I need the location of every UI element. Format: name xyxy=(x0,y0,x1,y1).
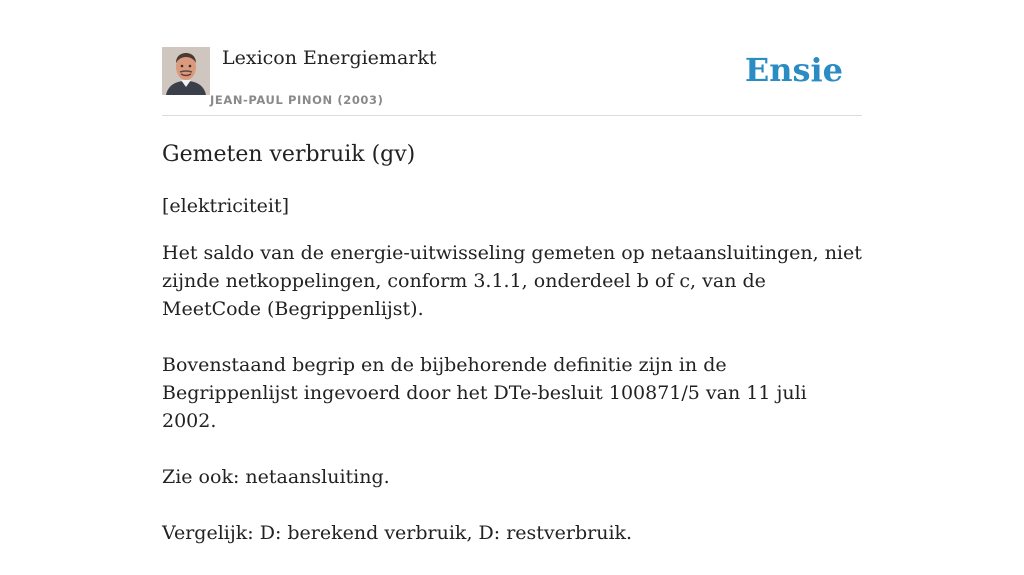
compare-paragraph: Vergelijk: D: berekend verbruik, D: restverbruik. xyxy=(162,522,633,544)
header xyxy=(162,0,862,116)
book-title[interactable]: Lexicon Energiemarkt xyxy=(222,47,437,69)
entry-body xyxy=(162,239,862,575)
definition-paragraph: Het saldo van de energie-uitwisseling gemeten op netaansluitingen, niet zijnde netkoppelingen, conform 3.1.1, onderdeel b of c, van de MeetCode (Begrippenlijst). xyxy=(162,242,862,320)
author-avatar[interactable] xyxy=(162,47,210,95)
entry-category: [elektriciteit] xyxy=(162,195,290,217)
note-paragraph: Bovenstaand begrip en de bijbehorende definitie zijn in de Begrippenlijst ingevoerd door het DTe-besluit 100871/5 van 11 juli 2002. xyxy=(162,354,807,432)
author-name[interactable]: JEAN-PAUL PINON (2003) xyxy=(210,93,384,107)
author-portrait-icon xyxy=(162,47,210,95)
entry-title: Gemeten verbruik (gv) xyxy=(162,142,416,167)
brand-logo[interactable]: Ensie xyxy=(744,51,843,89)
page xyxy=(162,0,862,544)
see-also-paragraph: Zie ook: netaansluiting. xyxy=(162,466,390,488)
